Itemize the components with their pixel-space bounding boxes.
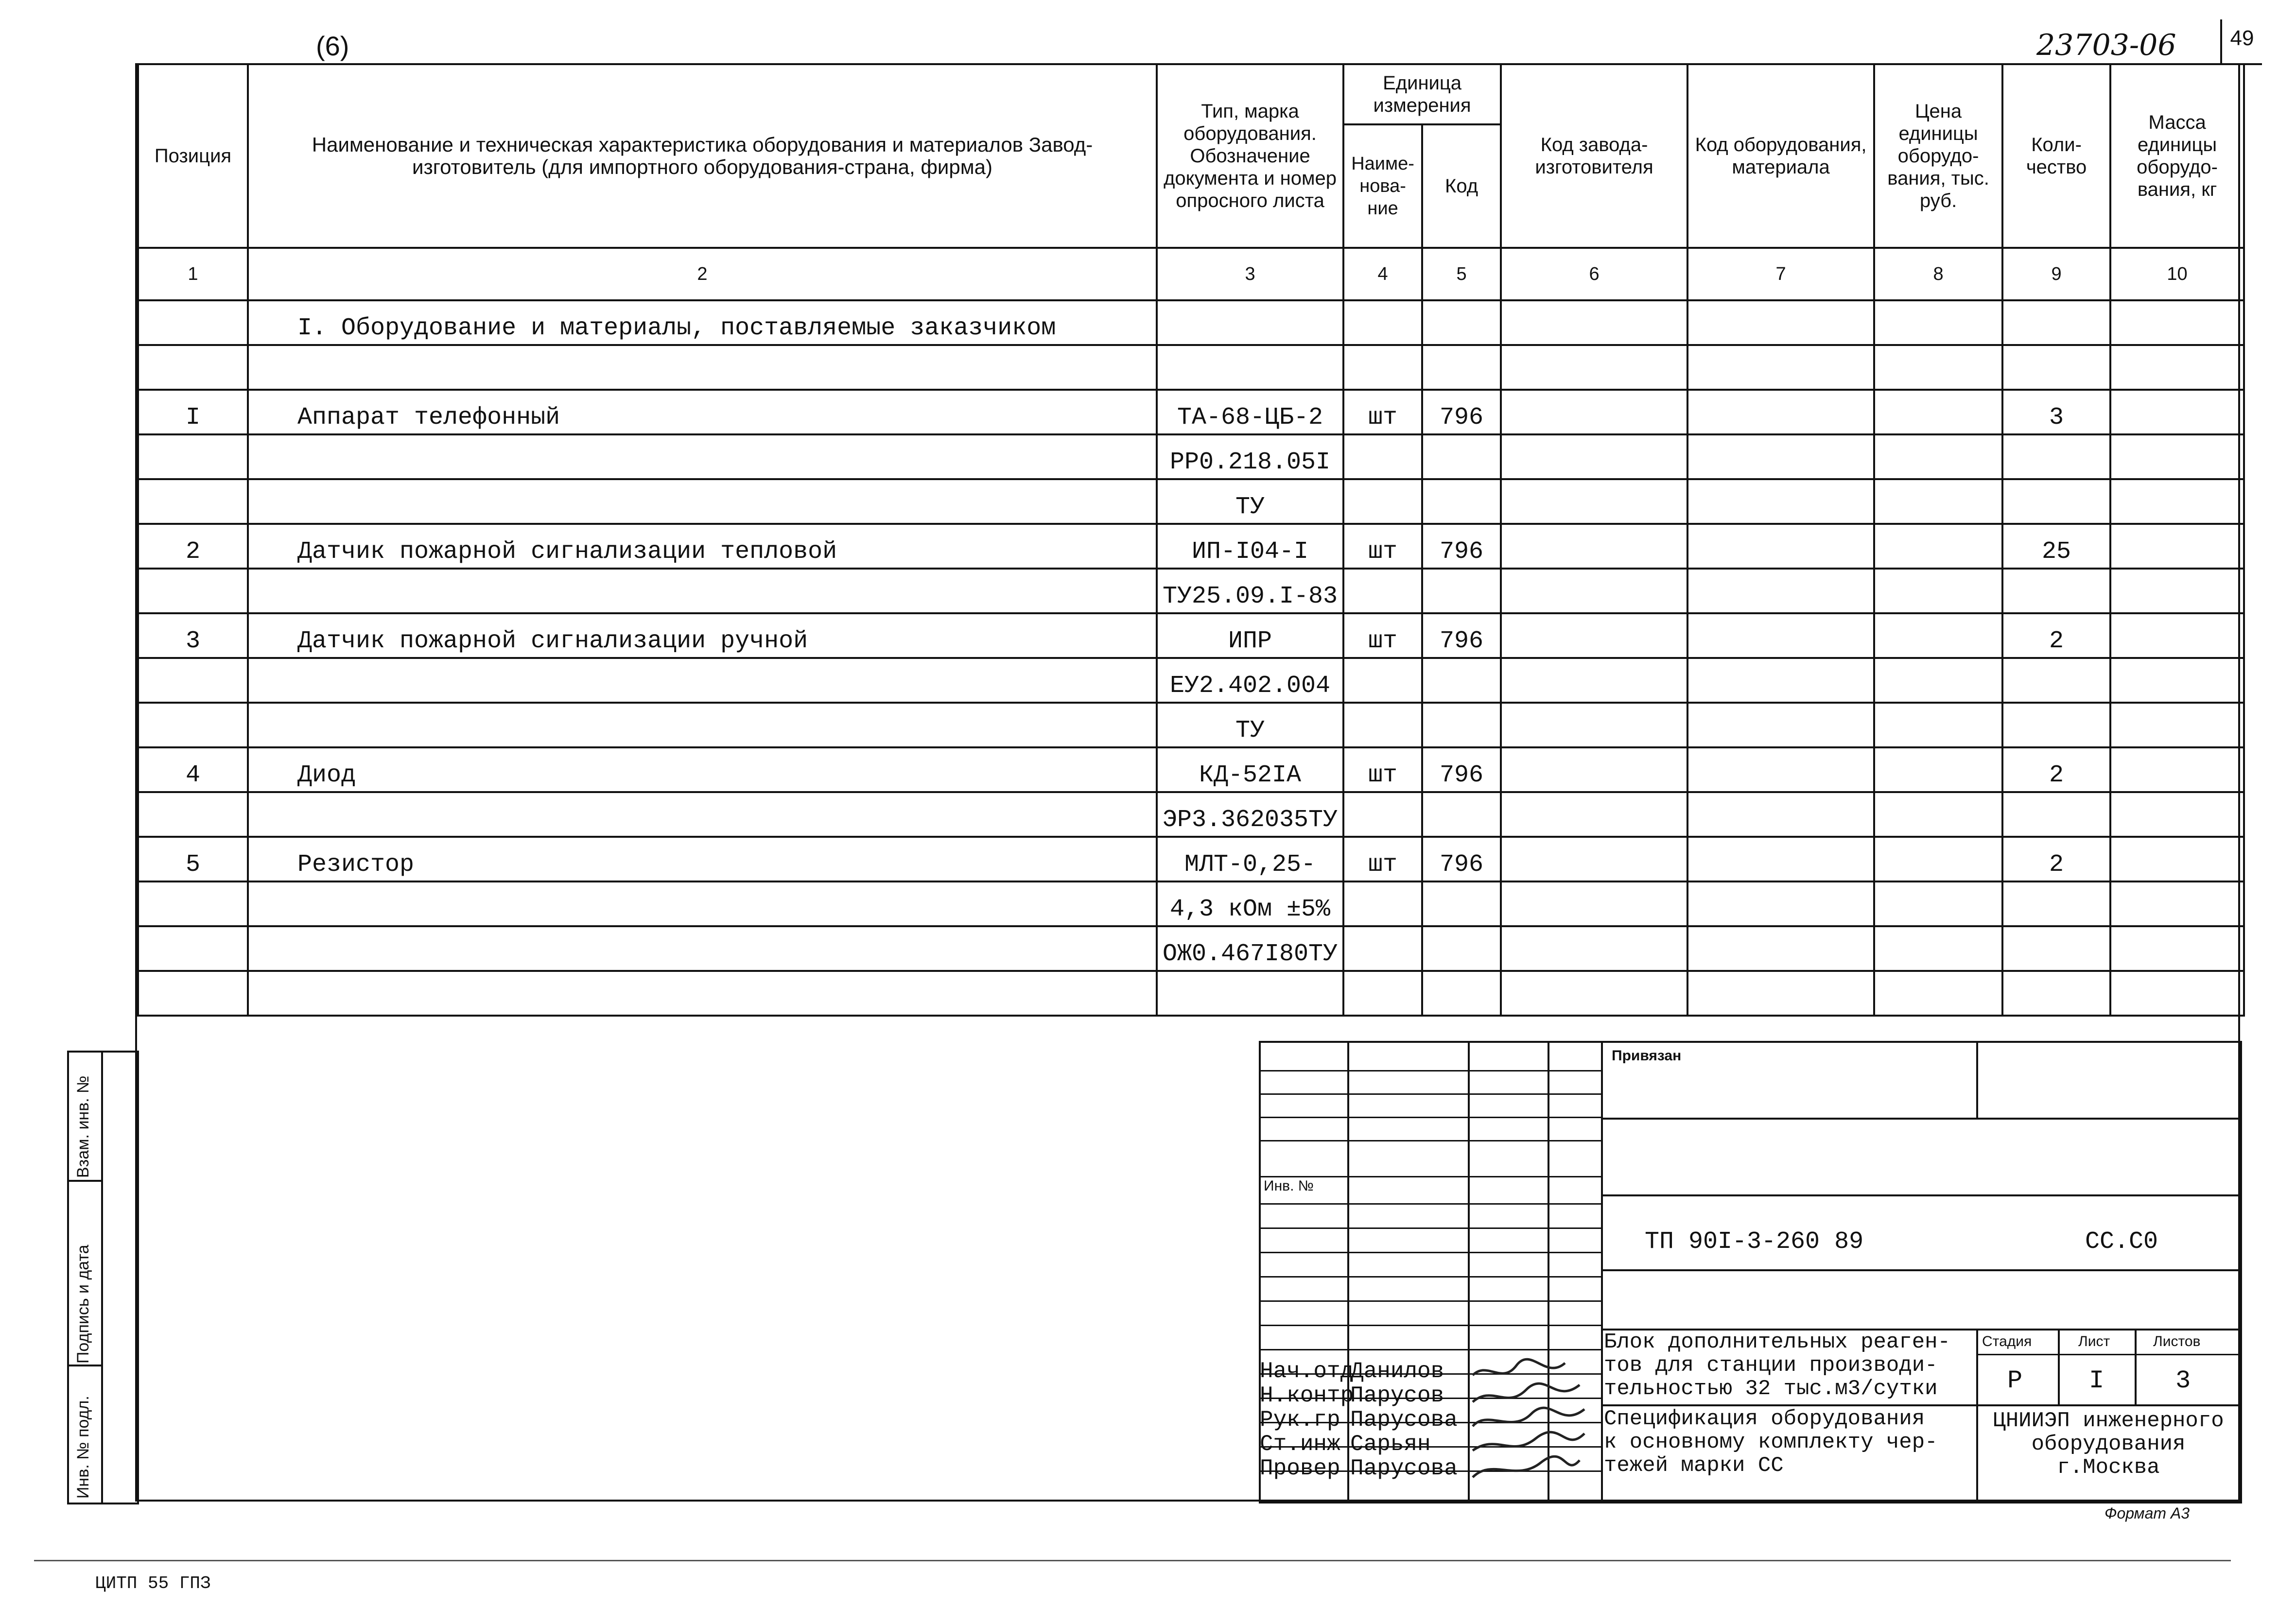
sheet-value: I: [2089, 1366, 2105, 1395]
row-equipment-code: [1687, 792, 1874, 837]
row-equipment-code: [1687, 971, 1874, 1016]
organization-line: г.Москва: [2057, 1455, 2160, 1480]
row-position: [138, 658, 248, 703]
row-unit: [1343, 434, 1422, 479]
row-quantity: 2: [2002, 837, 2110, 881]
row-type: ТУ25.09.I-83: [1157, 569, 1343, 613]
document-number: ТП 90I-3-260 89: [1645, 1228, 1864, 1256]
col-unit-code-header: Код: [1422, 124, 1501, 248]
row-equipment-code: [1687, 345, 1874, 390]
row-code: [1422, 881, 1501, 926]
row-name: [248, 926, 1157, 971]
row-factory-code: [1501, 524, 1687, 569]
row-price: [1874, 613, 2002, 658]
row-code: 796: [1422, 837, 1501, 881]
row-name: [248, 881, 1157, 926]
row-quantity: [2002, 792, 2110, 837]
row-position: I: [138, 390, 248, 434]
row-type: 4,3 кОм ±5%: [1157, 881, 1343, 926]
row-factory-code: [1501, 390, 1687, 434]
table-row: [138, 434, 2244, 479]
signer-role: Ст.инж: [1260, 1432, 1340, 1457]
format-label: Формат А3: [2105, 1504, 2190, 1522]
row-mass: [2110, 390, 2244, 434]
row-name: [248, 792, 1157, 837]
row-factory-code: [1501, 479, 1687, 524]
section-row: [138, 300, 2244, 345]
row-name: [248, 479, 1157, 524]
stage-label: Стадия: [1982, 1333, 2032, 1349]
row-mass: [2110, 747, 2244, 792]
side-stamp-strip: [67, 1051, 139, 1504]
row-unit: шт: [1343, 613, 1422, 658]
col-unit-header: Единица измерения: [1343, 64, 1501, 124]
handwritten-signatures: [1468, 1356, 1594, 1497]
table-row: [138, 569, 2244, 613]
table-row: [138, 703, 2244, 747]
table-row: [138, 792, 2244, 837]
row-position: [138, 569, 248, 613]
signer-role: Провер: [1260, 1456, 1340, 1481]
row-code: [1422, 569, 1501, 613]
sheet-title-line: Спецификация оборудования: [1604, 1407, 1925, 1431]
section-title: I. Оборудование и материалы, поставляемые заказчиком: [248, 300, 1157, 345]
table-row: [138, 837, 2244, 881]
row-position: [138, 345, 248, 390]
row-factory-code: [1501, 971, 1687, 1016]
row-quantity: [2002, 345, 2110, 390]
row-type: ЭР3.362035ТУ: [1157, 792, 1343, 837]
print-note: ЦИТП 55 ГПЗ: [95, 1573, 211, 1593]
row-mass: [2110, 837, 2244, 881]
row-code: [1422, 926, 1501, 971]
row-unit: [1343, 658, 1422, 703]
row-name: Датчик пожарной сигнализации ручной: [248, 613, 1157, 658]
table-row: [138, 747, 2244, 792]
row-price: [1874, 524, 2002, 569]
row-price: [1874, 926, 2002, 971]
row-quantity: [2002, 658, 2110, 703]
row-type: ТА-68-ЦБ-2: [1157, 390, 1343, 434]
bound-label: Привязан: [1612, 1048, 1682, 1064]
row-factory-code: [1501, 703, 1687, 747]
table-row: [138, 613, 2244, 658]
row-equipment-code: [1687, 881, 1874, 926]
col-factory-code-header: Код завода-изготовителя: [1501, 64, 1687, 248]
row-unit: шт: [1343, 390, 1422, 434]
row-equipment-code: [1687, 747, 1874, 792]
table-row: [138, 345, 2244, 390]
column-number: 1: [138, 248, 248, 300]
col-mass-header: Масса единицы оборудо-вания, кг: [2110, 64, 2244, 248]
row-type: МЛТ-0,25-: [1157, 837, 1343, 881]
row-unit: [1343, 703, 1422, 747]
table-row: [138, 881, 2244, 926]
row-code: [1422, 703, 1501, 747]
row-quantity: [2002, 479, 2110, 524]
row-name: [248, 658, 1157, 703]
row-price: [1874, 434, 2002, 479]
col-price-header: Цена единицы оборудо-вания, тыс. руб.: [1874, 64, 2002, 248]
table-row: [138, 479, 2244, 524]
row-price: [1874, 792, 2002, 837]
column-number: 2: [248, 248, 1157, 300]
row-factory-code: [1501, 837, 1687, 881]
column-numbers-row: [138, 248, 2244, 300]
row-type: РР0.218.05I: [1157, 434, 1343, 479]
row-quantity: [2002, 703, 2110, 747]
row-unit: шт: [1343, 747, 1422, 792]
row-equipment-code: [1687, 434, 1874, 479]
signer-role: Н.контр: [1260, 1383, 1354, 1408]
table-row: [138, 926, 2244, 971]
row-price: [1874, 390, 2002, 434]
row-quantity: 2: [2002, 613, 2110, 658]
sheet-mark: (6): [316, 31, 349, 61]
organization-line: оборудования: [2031, 1432, 2186, 1456]
project-title-line: тельностью 32 тыс.м3/сутки: [1604, 1377, 1938, 1401]
row-mass: [2110, 926, 2244, 971]
row-factory-code: [1501, 434, 1687, 479]
page-number-box: [2220, 19, 2262, 65]
row-mass: [2110, 434, 2244, 479]
signer-name: Данилов: [1350, 1359, 1444, 1384]
row-mass: [2110, 881, 2244, 926]
row-name: [248, 971, 1157, 1016]
row-factory-code: [1501, 926, 1687, 971]
stage-value: Р: [2007, 1366, 2023, 1395]
organization: [1980, 1409, 2237, 1479]
column-number: 7: [1687, 248, 1874, 300]
row-unit: [1343, 926, 1422, 971]
signer-name: Парусова: [1350, 1456, 1458, 1481]
specification-table: [137, 63, 2245, 1017]
table-row: [138, 971, 2244, 1016]
row-price: [1874, 658, 2002, 703]
inventory-number-label: Инв. №: [1264, 1178, 1314, 1194]
replacement-inventory-label: Взам. инв. №: [74, 1075, 92, 1178]
row-position: [138, 703, 248, 747]
sheet-title-line: тежей марки СС: [1604, 1453, 1784, 1478]
row-mass: [2110, 613, 2244, 658]
row-factory-code: [1501, 613, 1687, 658]
page-number: 49: [2230, 26, 2254, 50]
row-position: [138, 971, 248, 1016]
sheet-title-line: к основному комплекту чер-: [1604, 1430, 1938, 1454]
sheets-value: 3: [2175, 1366, 2191, 1395]
row-code: 796: [1422, 613, 1501, 658]
row-price: [1874, 345, 2002, 390]
row-price: [1874, 881, 2002, 926]
row-factory-code: [1501, 792, 1687, 837]
row-unit: шт: [1343, 524, 1422, 569]
row-position: [138, 926, 248, 971]
row-unit: [1343, 569, 1422, 613]
sheet-title: [1604, 1407, 1938, 1477]
row-name: [248, 434, 1157, 479]
sheet-label: Лист: [2078, 1333, 2110, 1349]
row-equipment-code: [1687, 837, 1874, 881]
row-position: 5: [138, 837, 248, 881]
document-code: 23703-06: [2036, 28, 2176, 62]
row-mass: [2110, 792, 2244, 837]
row-equipment-code: [1687, 613, 1874, 658]
table-row: [138, 658, 2244, 703]
sheets-label: Листов: [2153, 1333, 2201, 1349]
row-mass: [2110, 345, 2244, 390]
row-name: Резистор: [248, 837, 1157, 881]
row-quantity: 3: [2002, 390, 2110, 434]
row-price: [1874, 569, 2002, 613]
row-unit: [1343, 971, 1422, 1016]
column-number: 9: [2002, 248, 2110, 300]
row-type: ОЖ0.467I80ТУ: [1157, 926, 1343, 971]
row-quantity: [2002, 881, 2110, 926]
project-title: [1604, 1331, 1950, 1400]
row-position: [138, 479, 248, 524]
signer-role: Нач.отд: [1260, 1359, 1354, 1384]
row-code: 796: [1422, 524, 1501, 569]
row-unit: [1343, 345, 1422, 390]
row-name: Датчик пожарной сигнализации тепловой: [248, 524, 1157, 569]
column-number: 10: [2110, 248, 2244, 300]
row-mass: [2110, 971, 2244, 1016]
row-position: [138, 792, 248, 837]
row-type: ИП-I04-I: [1157, 524, 1343, 569]
row-name: Диод: [248, 747, 1157, 792]
row-code: [1422, 792, 1501, 837]
column-number: 8: [1874, 248, 2002, 300]
organization-line: ЦНИИЭП инженерного: [1993, 1409, 2224, 1433]
signer-name: Парусова: [1350, 1407, 1458, 1433]
row-position: 4: [138, 747, 248, 792]
row-position: 2: [138, 524, 248, 569]
original-inventory-label: Инв. № подл.: [74, 1396, 92, 1499]
row-price: [1874, 747, 2002, 792]
column-number: 6: [1501, 248, 1687, 300]
row-code: [1422, 479, 1501, 524]
signature-date-label: Подпись и дата: [74, 1244, 92, 1364]
row-name: [248, 345, 1157, 390]
col-equipment-code-header: Код оборудования, материала: [1687, 64, 1874, 248]
row-factory-code: [1501, 569, 1687, 613]
row-code: 796: [1422, 747, 1501, 792]
table-row: [138, 390, 2244, 434]
row-quantity: [2002, 971, 2110, 1016]
row-position: [138, 434, 248, 479]
row-mass: [2110, 479, 2244, 524]
row-quantity: 25: [2002, 524, 2110, 569]
signer-role: Рук.гр: [1260, 1407, 1340, 1433]
column-number: 3: [1157, 248, 1343, 300]
col-position-header: Позиция: [138, 64, 248, 248]
row-mass: [2110, 703, 2244, 747]
col-name-header: Наименование и техническая характеристика оборудования и материалов Завод-изготовитель (для импортного оборудования-страна, фирма): [248, 64, 1157, 248]
row-quantity: 2: [2002, 747, 2110, 792]
row-price: [1874, 837, 2002, 881]
signer-name: Парусов: [1350, 1383, 1444, 1408]
row-code: [1422, 345, 1501, 390]
row-name: [248, 703, 1157, 747]
row-equipment-code: [1687, 524, 1874, 569]
row-unit: шт: [1343, 837, 1422, 881]
table-body: [138, 345, 2244, 1016]
col-unit-name-header: Наиме-нова-ние: [1343, 124, 1422, 248]
row-equipment-code: [1687, 926, 1874, 971]
row-position: [138, 881, 248, 926]
column-number: 4: [1343, 248, 1422, 300]
document-mark: СС.С0: [2085, 1228, 2158, 1256]
col-quantity-header: Коли-чество: [2002, 64, 2110, 248]
row-type: ЕУ2.402.004: [1157, 658, 1343, 703]
row-factory-code: [1501, 658, 1687, 703]
row-factory-code: [1501, 747, 1687, 792]
row-type: ИПР: [1157, 613, 1343, 658]
row-code: 796: [1422, 390, 1501, 434]
row-equipment-code: [1687, 569, 1874, 613]
row-code: [1422, 971, 1501, 1016]
row-mass: [2110, 524, 2244, 569]
row-price: [1874, 971, 2002, 1016]
row-equipment-code: [1687, 390, 1874, 434]
row-equipment-code: [1687, 703, 1874, 747]
row-unit: [1343, 479, 1422, 524]
column-number: 5: [1422, 248, 1501, 300]
row-quantity: [2002, 569, 2110, 613]
row-type: КД-52IА: [1157, 747, 1343, 792]
col-type-header: Тип, марка оборудования. Обозначение документа и номер опросного листа: [1157, 64, 1343, 248]
row-type: [1157, 345, 1343, 390]
row-name: [248, 569, 1157, 613]
row-factory-code: [1501, 345, 1687, 390]
row-mass: [2110, 658, 2244, 703]
row-type: ТУ: [1157, 703, 1343, 747]
bottom-rule: [34, 1560, 2231, 1561]
project-title-line: Блок дополнительных реаген-: [1604, 1330, 1950, 1354]
table-row: [138, 524, 2244, 569]
project-title-line: тов для станции производи-: [1604, 1353, 1938, 1378]
row-code: [1422, 434, 1501, 479]
row-factory-code: [1501, 881, 1687, 926]
row-position: 3: [138, 613, 248, 658]
row-unit: [1343, 792, 1422, 837]
row-unit: [1343, 881, 1422, 926]
row-name: Аппарат телефонный: [248, 390, 1157, 434]
row-code: [1422, 658, 1501, 703]
row-equipment-code: [1687, 479, 1874, 524]
row-price: [1874, 479, 2002, 524]
row-equipment-code: [1687, 658, 1874, 703]
row-type: [1157, 971, 1343, 1016]
row-type: ТУ: [1157, 479, 1343, 524]
signer-name: Сарьян: [1350, 1432, 1431, 1457]
row-mass: [2110, 569, 2244, 613]
row-quantity: [2002, 926, 2110, 971]
row-quantity: [2002, 434, 2110, 479]
row-price: [1874, 703, 2002, 747]
